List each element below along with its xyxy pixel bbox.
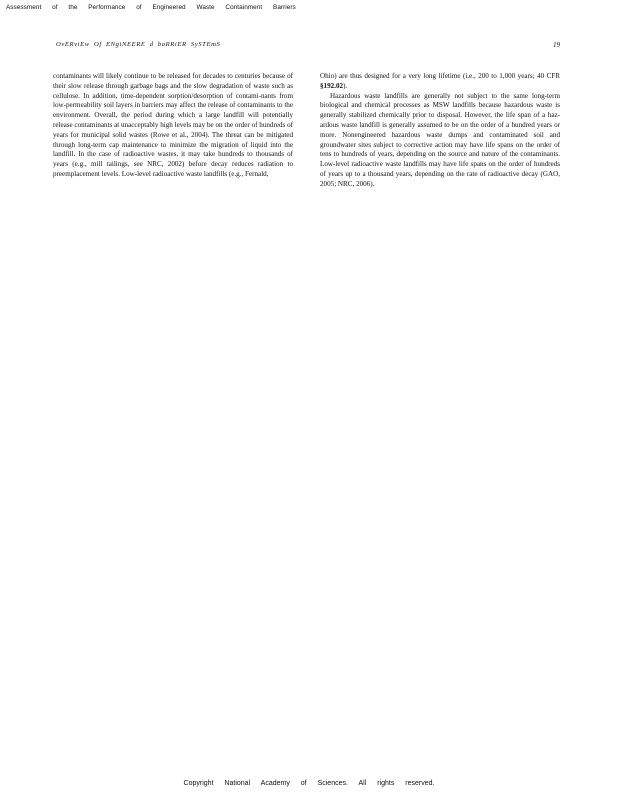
document-title-banner: Assessment of the Performance of Engineered Waste Containment Barriers xyxy=(6,4,296,11)
right-paragraph-2: Hazardous waste landfills are generally not subject to the same long-term biological and chemical processes as MSW landfills because hazardous waste is generally stabilized chemically prior to disposal. However, the life span of a haz-ardous waste landfill is generally assumed to be on the order of a hundred years or more. Nonengineered hazardous waste dumps and contaminated soil and groundwater sites subject to corrective action may have life spans on the order of tens to hundreds of years, depending on the source and nature of the contaminants. Low-level radioactive waste landfills may have life spans on the order of hundreds of years up to a thousand years, depending on the rate of radioactive decay (GAO, 2005; NRC, 2006). xyxy=(320,91,560,188)
left-paragraph: contaminants will likely continue to be released for decades to centuries because of their slow release through garbage bags and the slow degradation of waste such as cellulose. In addition, time-dependent sorption/desorption of contami-nants from low-permeability soil layers in barriers may affect the release of contaminants to the environment. Overall, the period during which a large landfill will potentially release contaminants at unacceptably high levels may be on the order of hundreds of years for municipal solid wastes (Rowe et al., 2004). The threat can be mitigated through long-term cap maintenance to minimize the migration of liquid into the landfill. In the case of radioactive wastes, it may take hundreds to thousands of years (e.g., mill tailings, see NRC, 2002) before decay reduces radiation to preemplacement levels. Low-level radioactive waste landfills (e.g., Fernald, xyxy=(53,72,293,178)
right-paragraph-1-end: ). xyxy=(343,81,348,90)
cfr-citation: §192.02 xyxy=(320,81,344,90)
copyright-footer: Copyright National Academy of Sciences. All rights reserved. xyxy=(183,780,435,787)
right-paragraph-1-text: Ohio) are thus designed for a very long lifetime (i.e., 200 to 1,000 years; 40 CFR xyxy=(320,72,560,80)
page-number: 19 xyxy=(553,41,560,49)
left-text-column xyxy=(53,72,293,180)
running-head: OvERviEw Of ENgiNEERE d baRRiER SySTEmS xyxy=(56,41,221,48)
right-text-column xyxy=(320,72,560,190)
right-paragraph-1 xyxy=(320,72,560,92)
